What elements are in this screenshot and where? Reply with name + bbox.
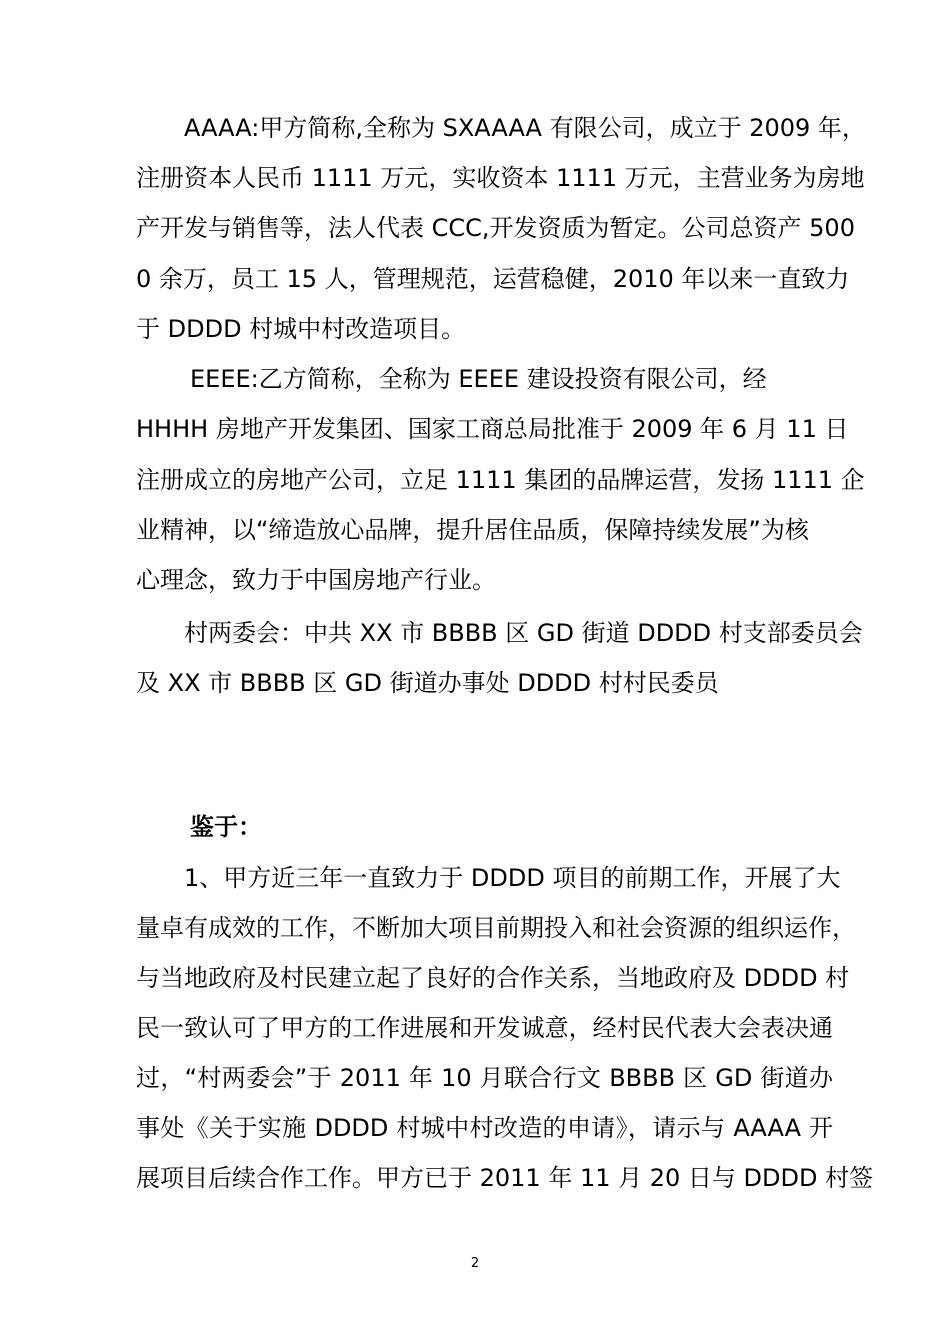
text-line: 过，“村两委会”于 2011 年 10 月联合行文 BBBB 区 GD 街道办 (136, 1064, 833, 1092)
text-line: 及 XX 市 BBBB 区 GD 街道办事处 DDDD 村村民委员 (136, 669, 719, 697)
section-heading-whereas: 鉴于： (190, 813, 262, 841)
text-line: 事处《关于实施 DDDD 村城中村改造的申请》，请示与 AAAA 开 (136, 1114, 833, 1142)
text-line: 1、甲方近三年一直致力于 DDDD 项目的前期工作，开展了大 (184, 864, 841, 892)
text-line: 注册资本人民币 1111 万元，实收资本 1111 万元，主营业务为房地 (136, 164, 865, 192)
text-line: 民一致认可了甲方的工作进展和开发诚意，经村民代表大会表决通 (136, 1014, 833, 1042)
text-line: 注册成立的房地产公司，立足 1111 集团的品牌运营，发扬 1111 企 (136, 466, 865, 494)
text-line: 于 DDDD 村城中村改造项目。 (136, 315, 466, 343)
text-line: 村两委会：中共 XX 市 BBBB 区 GD 街道 DDDD 村支部委员会 (184, 619, 863, 647)
text-line: EEEE:乙方简称，全称为 EEEE 建设投资有限公司，经 (190, 365, 767, 393)
page-number: 2 (470, 1256, 480, 1271)
text-line: 0 余万，员工 15 人，管理规范，运营稳健，2010 年以来一直致力 (136, 265, 850, 293)
text-line: 量卓有成效的工作，不断加大项目前期投入和社会资源的组织运作， (136, 914, 856, 942)
text-line: HHHH 房地产开发集团、国家工商总局批准于 2009 年 6 月 11 日 (136, 415, 849, 443)
text-line: 业精神，以“缔造放心品牌，提升居住品质，保障持续发展”为核 (136, 516, 809, 544)
text-line: 展项目后续合作工作。甲方已于 2011 年 11 月 20 日与 DDDD 村签 (136, 1164, 874, 1192)
text-line: AAAA:甲方简称,全称为 SXAAAA 有限公司，成立于 2009 年， (184, 114, 866, 142)
text-line: 产开发与销售等，法人代表 CCC,开发资质为暂定。公司总资产 500 (136, 214, 855, 242)
text-line: 与当地政府及村民建立起了良好的合作关系，当地政府及 DDDD 村 (136, 964, 850, 992)
text-line: 心理念，致力于中国房地产行业。 (136, 566, 496, 594)
